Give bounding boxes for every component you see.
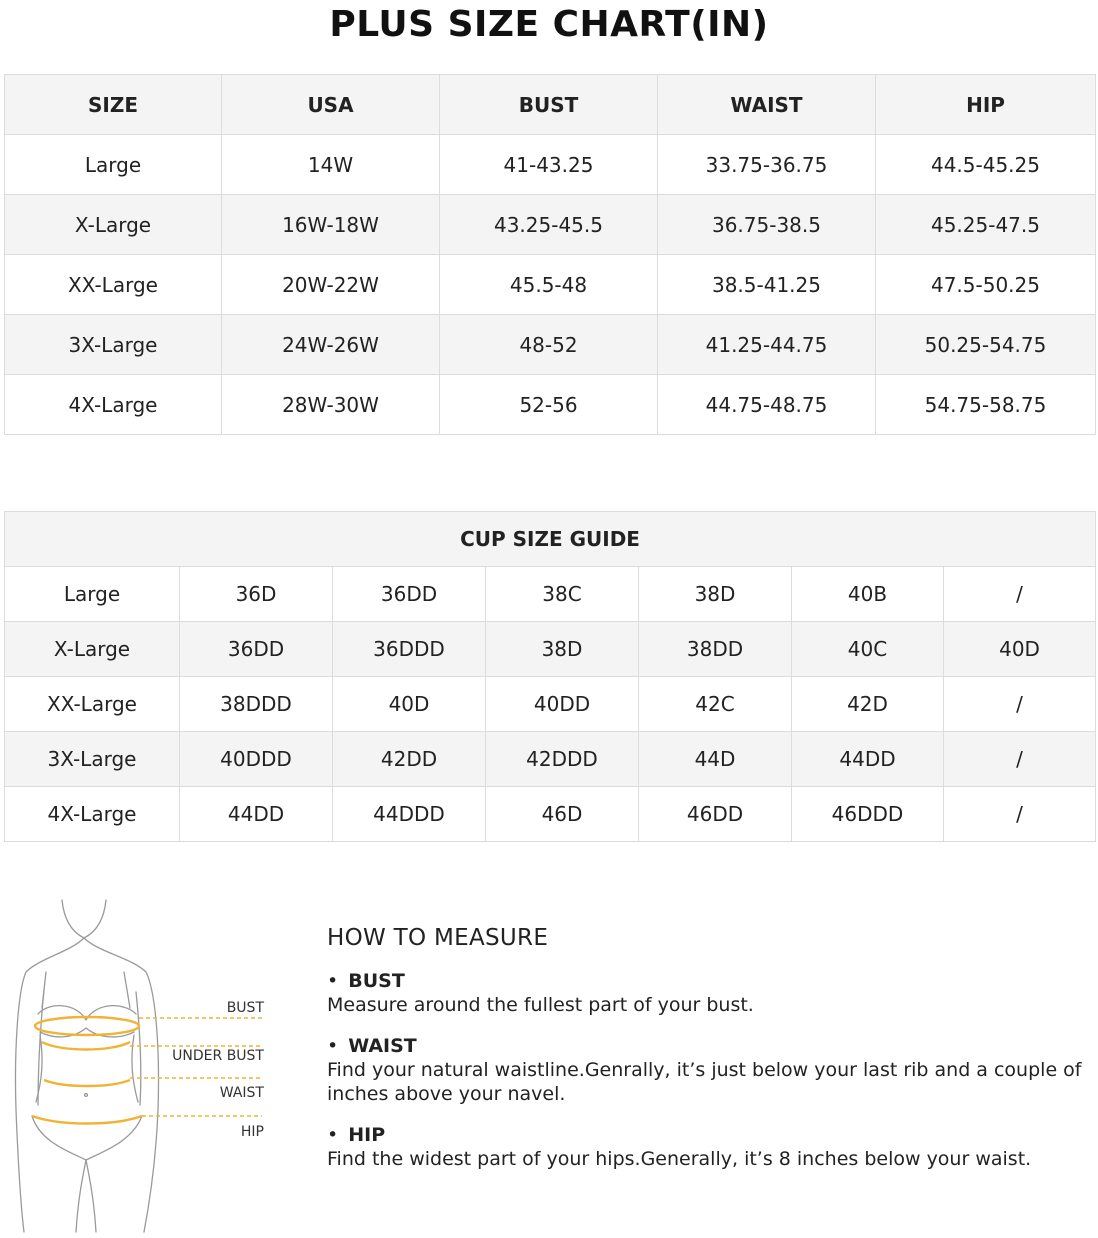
table-row xyxy=(5,622,1096,677)
table-cell: 36DD xyxy=(180,622,333,677)
size-chart-table xyxy=(4,74,1096,435)
table-cell: 46DD xyxy=(639,787,792,842)
table-cell: 16W-18W xyxy=(222,195,440,255)
table-cell: 42D xyxy=(792,677,944,732)
underbust-measure-band xyxy=(42,1042,130,1050)
measure-item-label: WAIST xyxy=(348,1035,417,1057)
table-cell: 48-52 xyxy=(440,315,658,375)
header-cell: BUST xyxy=(440,75,658,135)
table-cell: 33.75-36.75 xyxy=(658,135,876,195)
table-cell: 44DD xyxy=(180,787,333,842)
table-cell: 36.75-38.5 xyxy=(658,195,876,255)
table-cell: 40D xyxy=(944,622,1096,677)
bullet-icon: • xyxy=(327,1035,339,1057)
measure-item-hip xyxy=(327,1123,1097,1171)
table-cell: 20W-22W xyxy=(222,255,440,315)
table-cell: 3X-Large xyxy=(5,732,180,787)
table-row xyxy=(5,375,1096,435)
waist-label: WAIST xyxy=(219,1085,264,1101)
table-row xyxy=(5,135,1096,195)
table-cell: 36DD xyxy=(333,567,486,622)
table-cell: / xyxy=(944,732,1096,787)
table-cell: 38DDD xyxy=(180,677,333,732)
table-row xyxy=(5,677,1096,732)
table-cell: 52-56 xyxy=(440,375,658,435)
measure-item-label: HIP xyxy=(348,1124,386,1146)
measure-item-text: Find the widest part of your hips.Generally, it’s 8 inches below your waist. xyxy=(327,1148,1032,1170)
table-cell: 44DDD xyxy=(333,787,486,842)
table-cell: 44.75-48.75 xyxy=(658,375,876,435)
header-cell: SIZE xyxy=(5,75,222,135)
table-cell: 47.5-50.25 xyxy=(876,255,1096,315)
table-cell: 50.25-54.75 xyxy=(876,315,1096,375)
table-cell: 43.25-45.5 xyxy=(440,195,658,255)
how-to-measure-section xyxy=(327,925,1097,1188)
table-row xyxy=(5,787,1096,842)
cup-size-guide-table xyxy=(4,511,1096,842)
table-cell: 46DDD xyxy=(792,787,944,842)
table-cell: XX-Large xyxy=(5,255,222,315)
table-cell: Large xyxy=(5,135,222,195)
table-cell: / xyxy=(944,567,1096,622)
table-cell: 45.5-48 xyxy=(440,255,658,315)
table-cell: 45.25-47.5 xyxy=(876,195,1096,255)
table-cell: 41.25-44.75 xyxy=(658,315,876,375)
table-cell: Large xyxy=(5,567,180,622)
size-chart-header-row xyxy=(5,75,1096,135)
table-row xyxy=(5,732,1096,787)
body-measurement-figure xyxy=(0,880,300,1234)
waist-measure-band xyxy=(44,1080,130,1086)
table-cell: 46D xyxy=(486,787,639,842)
hip-measure-band xyxy=(32,1116,142,1124)
cup-guide-header-row xyxy=(5,512,1096,567)
table-cell: 36D xyxy=(180,567,333,622)
under-bust-label: UNDER BUST xyxy=(172,1048,264,1064)
table-cell: / xyxy=(944,677,1096,732)
table-cell: 40DDD xyxy=(180,732,333,787)
table-cell: 28W-30W xyxy=(222,375,440,435)
table-cell: 36DDD xyxy=(333,622,486,677)
table-cell: 40DD xyxy=(486,677,639,732)
measure-item-text: Find your natural waistline.Genrally, it’s just below your last rib and a couple of inches above your navel. xyxy=(327,1059,1082,1105)
table-cell: 42DD xyxy=(333,732,486,787)
measure-item-text: Measure around the fullest part of your bust. xyxy=(327,994,754,1016)
table-cell: 44DD xyxy=(792,732,944,787)
table-cell: XX-Large xyxy=(5,677,180,732)
table-row xyxy=(5,255,1096,315)
measure-item-label: BUST xyxy=(348,970,405,992)
bullet-icon: • xyxy=(327,970,339,992)
table-cell: 42C xyxy=(639,677,792,732)
table-cell: 54.75-58.75 xyxy=(876,375,1096,435)
table-cell: / xyxy=(944,787,1096,842)
table-cell: 3X-Large xyxy=(5,315,222,375)
table-cell: 40C xyxy=(792,622,944,677)
table-cell: 40B xyxy=(792,567,944,622)
table-cell: 44.5-45.25 xyxy=(876,135,1096,195)
table-cell: 38.5-41.25 xyxy=(658,255,876,315)
table-cell: 4X-Large xyxy=(5,787,180,842)
measure-item-waist xyxy=(327,1034,1097,1106)
bust-measure-band xyxy=(35,1017,139,1035)
table-row xyxy=(5,567,1096,622)
hip-label: HIP xyxy=(240,1124,264,1140)
table-row xyxy=(5,315,1096,375)
table-cell: 42DDD xyxy=(486,732,639,787)
table-cell: 40D xyxy=(333,677,486,732)
how-to-measure-heading: HOW TO MEASURE xyxy=(327,925,549,951)
header-cell: WAIST xyxy=(658,75,876,135)
header-cell: HIP xyxy=(876,75,1096,135)
table-cell: 38D xyxy=(639,567,792,622)
table-cell: 41-43.25 xyxy=(440,135,658,195)
table-row xyxy=(5,195,1096,255)
table-cell: 38C xyxy=(486,567,639,622)
header-cell: USA xyxy=(222,75,440,135)
table-cell: 24W-26W xyxy=(222,315,440,375)
table-cell: 44D xyxy=(639,732,792,787)
bullet-icon: • xyxy=(327,1124,339,1146)
table-cell: 14W xyxy=(222,135,440,195)
page-title: PLUS SIZE CHART(IN) xyxy=(329,4,769,45)
measure-item-bust xyxy=(327,969,1097,1017)
table-cell: 38D xyxy=(486,622,639,677)
cup-guide-title: CUP SIZE GUIDE xyxy=(5,512,1096,567)
table-cell: X-Large xyxy=(5,195,222,255)
table-cell: 38DD xyxy=(639,622,792,677)
table-cell: X-Large xyxy=(5,622,180,677)
bust-label: BUST xyxy=(226,1000,264,1016)
table-cell: 4X-Large xyxy=(5,375,222,435)
body-outline-illustration xyxy=(0,880,300,1234)
